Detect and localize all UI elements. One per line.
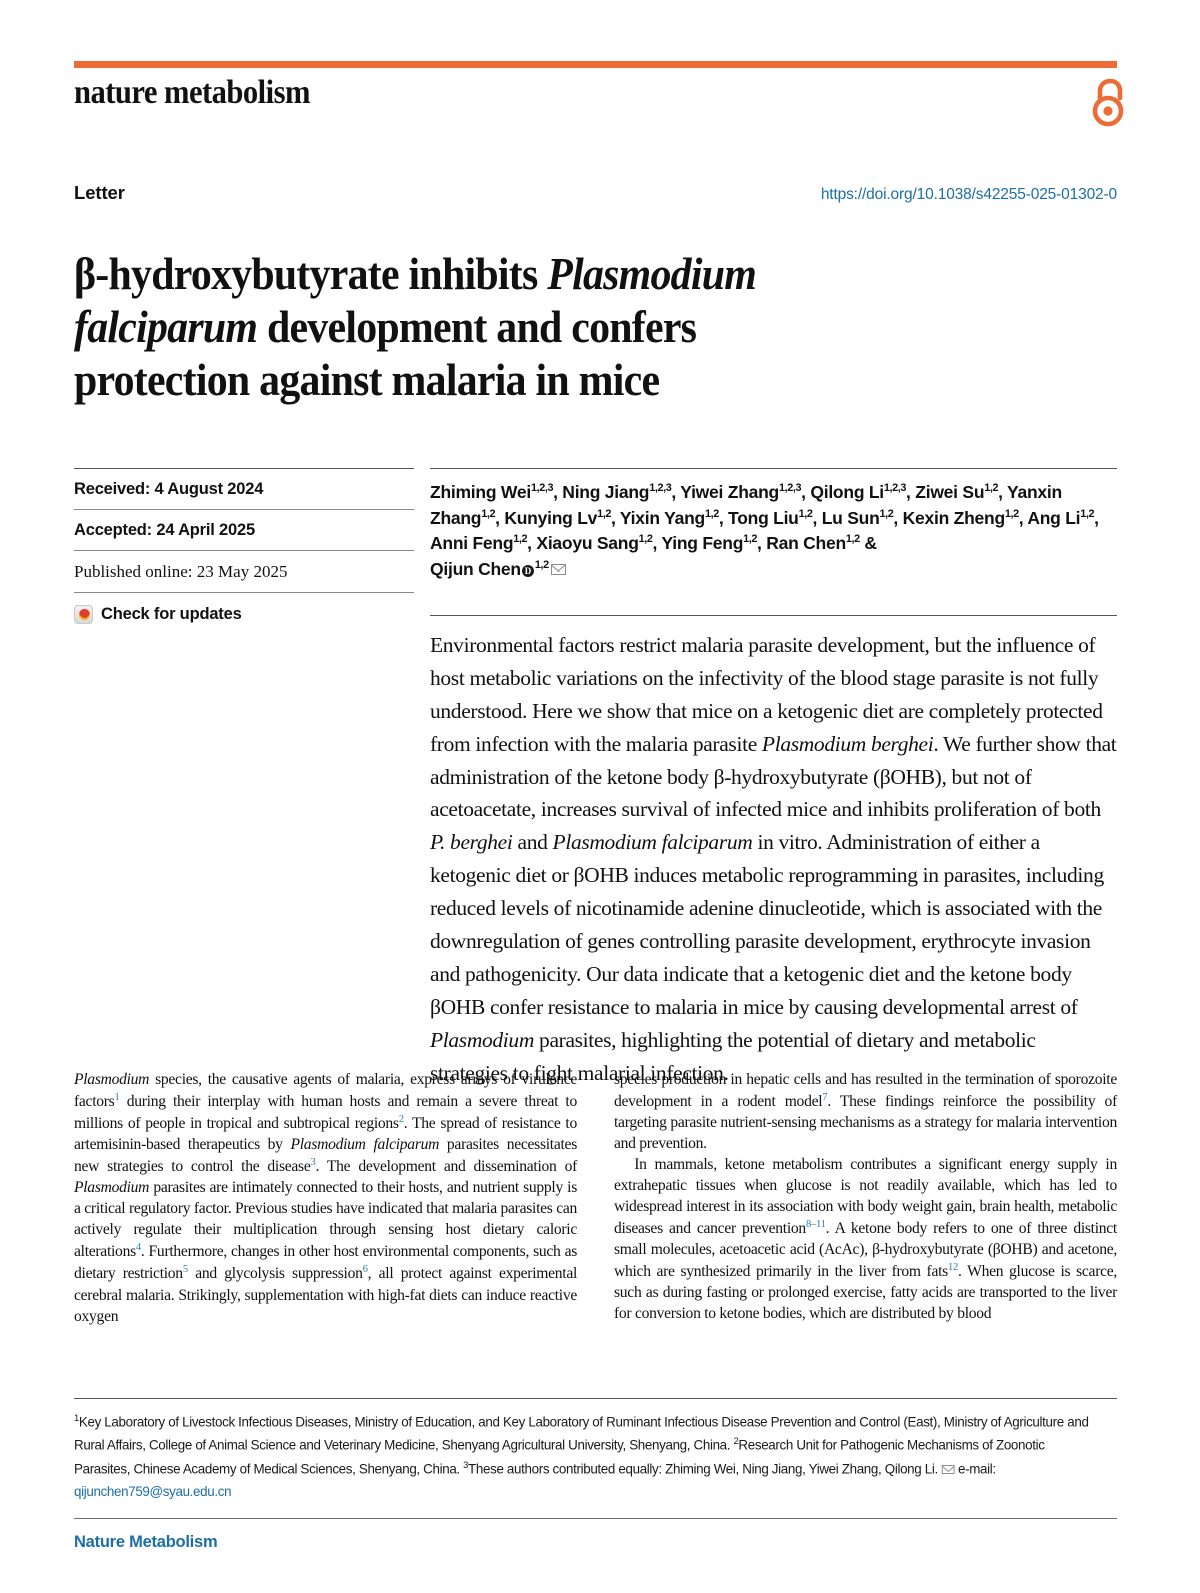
title-italic-falciparum: falciparum [74, 302, 258, 353]
abstract-p2: . We further show that administration of the ketone body β-hydroxybutyrate (βOHB), but not of acetoacetate, increases survival of infected mice and inhibits proliferation of both [430, 731, 1117, 822]
author-2-affil: 1,2,3 [649, 482, 672, 495]
body-paragraph-1-cont [614, 1070, 1117, 1155]
orcid-icon[interactable]: D [522, 565, 534, 577]
author-9[interactable]: , Tong Liu [718, 507, 799, 528]
affiliations-section [74, 1398, 1117, 1504]
page-footer [74, 1518, 1117, 1552]
abstract-section [430, 615, 1117, 1089]
affiliation-2: Research Unit for Pathogenic Mechanisms of Zoonotic Parasites, Chinese Academy of Medical Sciences, Shenyang, China. [74, 1437, 1045, 1477]
author-3-affil: 1,2,3 [779, 482, 802, 495]
citation-ref-7[interactable]: 7 [822, 1091, 828, 1103]
author-8-affil: 1,2 [704, 507, 719, 520]
abstract-species-3: Plasmodium falciparum [552, 830, 753, 855]
affil-marker-2: 2 [733, 1436, 739, 1448]
author-13-affil: 1,2 [513, 533, 528, 546]
email-label: e-mail: [957, 1461, 996, 1477]
author-10[interactable]: , Lu Sun [812, 507, 880, 528]
publication-dates-panel [74, 468, 414, 624]
affiliations-text [74, 1399, 1101, 1504]
body-l-t9: , all protect against experimental cerebral malaria. Strikingly, supplementation with high-fat diets can induce reactive oxygen [74, 1265, 578, 1325]
author-1[interactable]: Zhiming Wei [430, 482, 531, 502]
author-7-affil: 1,2 [597, 507, 611, 520]
open-access-lock-icon [1090, 78, 1126, 128]
abstract-p4: in vitro. Administration of either a ketogenic diet or βOHB induces metabolic reprogramming in parasites, including reduced levels of nicotinamide adenine dinucleotide, which is associated with the downregulation of genes controlling parasite development, erythrocyte invasion and pathogenicity. Our data indicate that a ketogenic diet and the ketone body βOHB confer resistance to malaria in mice by causing developmental arrest of [430, 830, 1104, 1019]
body-r-t2: . These findings reinforce the possibility of targeting parasite nutrient-sensing mechanisms as a strategy for malaria intervention and prevention. [614, 1093, 1117, 1153]
author-9-affil: 1,2 [798, 507, 813, 520]
page-title [74, 248, 995, 407]
body-r-t1: species production in hepatic cells and has resulted in the termination of sporozoite development in a rodent model [614, 1071, 1117, 1111]
author-11[interactable]: , Kexin Zheng [893, 507, 1005, 528]
author-ampersand: & [859, 533, 877, 554]
citation-ref-1[interactable]: 1 [114, 1091, 120, 1103]
author-4[interactable]: , Qilong Li [801, 482, 884, 502]
author-6[interactable]: , Yanxin Zhang [430, 482, 1062, 528]
body-l-t7: . Furthermore, changes in other host environmental components, such as dietary restriction [74, 1243, 577, 1283]
title-part-1: β-hydroxybutyrate inhibits [74, 249, 548, 300]
author-15-affil: 1,2 [743, 533, 758, 546]
citation-ref-8-11[interactable]: 8–11 [805, 1218, 826, 1230]
journal-name: nature metabolism [74, 74, 310, 111]
author-4-affil: 1,2,3 [883, 482, 907, 495]
body-column-left [74, 1070, 577, 1328]
author-12[interactable]: , Ang Li [1018, 507, 1081, 528]
check-for-updates-button[interactable] [74, 593, 414, 624]
abstract-species-4: Plasmodium [430, 1027, 535, 1052]
author-14-affil: 1,2 [638, 533, 653, 546]
published-date: Published online: 23 May 2025 [74, 562, 288, 581]
abstract-species-1: Plasmodium berghei [761, 731, 934, 756]
abstract-p3: and [512, 830, 553, 855]
doi-link[interactable]: https://doi.org/10.1038/s42255-025-01302-0 [820, 186, 1117, 203]
title-part-3: protection against malaria in mice [74, 355, 660, 406]
author-12-affil: 1,2 [1080, 507, 1095, 520]
crossmark-badge-icon [74, 605, 93, 624]
author-5-affil: 1,2 [984, 482, 999, 495]
author-10-affil: 1,2 [879, 507, 894, 520]
citation-ref-5[interactable]: 5 [182, 1264, 188, 1276]
body-paragraph-1 [74, 1070, 577, 1328]
body-r-p2b: . A ketone body refers to one of three distinct small molecules, acetoacetic acid (AcAc), β-hydroxybutyrate (βOHB) and acetone, which are synthesized primarily in the liver from fats [614, 1220, 1117, 1281]
body-r-p2a: In mammals, ketone metabolism contributes a significant energy supply in extrahepatic tissues when glucose is not readily available, which has led to widespread interest in its association with body weight gain, brain health, metabolic diseases and cancer prevention [614, 1156, 1117, 1238]
email-envelope-icon[interactable] [551, 564, 566, 575]
body-r-p2c: . When glucose is scarce, such as during fasting or prolonged exercise, fatty acids are transported to the liver for conversion to ketone bodies, which are distributed by blood [614, 1263, 1118, 1323]
author-5[interactable]: , Ziwei Su [906, 482, 985, 502]
authors-text [430, 469, 1117, 582]
body-l-t2: during their interplay with human hosts and remain a severe threat to millions of people in tropical and subtropical regions [74, 1093, 577, 1133]
body-l-t1: species, the causative agents of malaria, express arrays of virulence factors [74, 1071, 577, 1111]
author-13[interactable]: , Anni Feng [430, 507, 1099, 554]
body-l-t8: and glycolysis suppression [187, 1265, 363, 1283]
author-16[interactable]: , Ran Chen [757, 533, 846, 554]
author-15[interactable]: , Ying Feng [652, 533, 744, 554]
accepted-date: Accepted: 24 April 2025 [74, 521, 255, 539]
check-for-updates-label: Check for updates [101, 605, 242, 623]
abstract-p1: Environmental factors restrict malaria parasite development, but the influence of host metabolic variations on the infectivity of the blood stage parasite is not fully understood. Here we show that mice on a ketogenic diet are completely protected from infection with the malaria parasite [430, 633, 1103, 756]
author-16-affil: 1,2 [845, 533, 860, 546]
footer-journal-name[interactable]: Nature Metabolism [74, 1533, 218, 1551]
author-2[interactable]: , Ning Jiang [553, 482, 650, 502]
masthead-accent-rule [74, 61, 1117, 68]
received-date: Received: 4 August 2024 [74, 480, 264, 498]
author-6-affil: 1,2 [481, 507, 496, 520]
article-type-row [74, 182, 1117, 204]
journal-masthead [74, 76, 774, 110]
author-14[interactable]: , Xiaoyu Sang [527, 533, 639, 554]
author-1-affil: 1,2,3 [530, 482, 554, 495]
body-l-t3: . The spread of resistance to artemisinin-based therapeutics by [74, 1115, 577, 1154]
affil-marker-1: 1 [74, 1413, 79, 1424]
abstract-species-2: P. berghei [430, 830, 513, 855]
author-8[interactable]: , Yixin Yang [611, 507, 705, 528]
corresponding-author[interactable]: Qijun Chen [430, 558, 521, 579]
body-species-b: Plasmodium falciparum [290, 1136, 440, 1154]
body-columns [74, 1070, 1117, 1328]
body-column-right [614, 1070, 1117, 1328]
author-7[interactable]: , Kunying Lv [495, 507, 598, 528]
article-type-label: Letter [74, 182, 125, 203]
title-part-2: development and confers [257, 302, 697, 353]
abstract-p5: parasites, highlighting the potential of dietary and metabolic strategies to fight malarial infection. [430, 1027, 1036, 1085]
affil-marker-3: 3 [463, 1459, 469, 1471]
abstract-text [430, 616, 1117, 1089]
citation-ref-12[interactable]: 12 [947, 1262, 958, 1274]
email-envelope-icon-footnote [942, 1465, 955, 1475]
body-l-t6: parasites are intimately connected to their hosts, and nutrient supply is a critical regulatory factor. Previous studies have indicated that malaria parasites can actively regulate their multiplication through sensing host dietary caloric alterations [74, 1179, 577, 1261]
affiliation-3: These authors contributed equally: Zhiming Wei, Ning Jiang, Yiwei Zhang, Qilong Li. [468, 1461, 942, 1477]
body-l-t4: parasites necessitates new strategies to control the disease [74, 1136, 577, 1176]
citation-ref-2[interactable]: 2 [398, 1114, 404, 1126]
author-17-affil: 1,2 [534, 558, 549, 571]
affiliation-1: Key Laboratory of Livestock Infectious Diseases, Ministry of Education, and Key Laboratory of Ruminant Infectious Disease Prevention and Control (East), Ministry of Agriculture and Rural Affairs, College of Animal Science and Veterinary Medicine, Shenyang Agricultural University, Shenyang, China. [74, 1414, 1089, 1453]
citation-ref-6[interactable]: 6 [362, 1264, 368, 1276]
author-11-affil: 1,2 [1004, 507, 1019, 520]
citation-ref-3[interactable]: 3 [310, 1157, 316, 1169]
author-list [430, 468, 1117, 582]
body-species-a: Plasmodium [74, 1071, 150, 1088]
citation-ref-4[interactable]: 4 [135, 1242, 141, 1254]
corresponding-email-link[interactable]: qijunchen759@syau.edu.cn [74, 1484, 232, 1500]
title-italic-plasmodium: Plasmodium [547, 249, 757, 300]
author-3[interactable]: , Yiwei Zhang [671, 482, 779, 502]
body-species-c: Plasmodium [74, 1179, 150, 1197]
body-l-t5: . The development and dissemination of [315, 1158, 577, 1176]
body-paragraph-2 [614, 1155, 1117, 1325]
